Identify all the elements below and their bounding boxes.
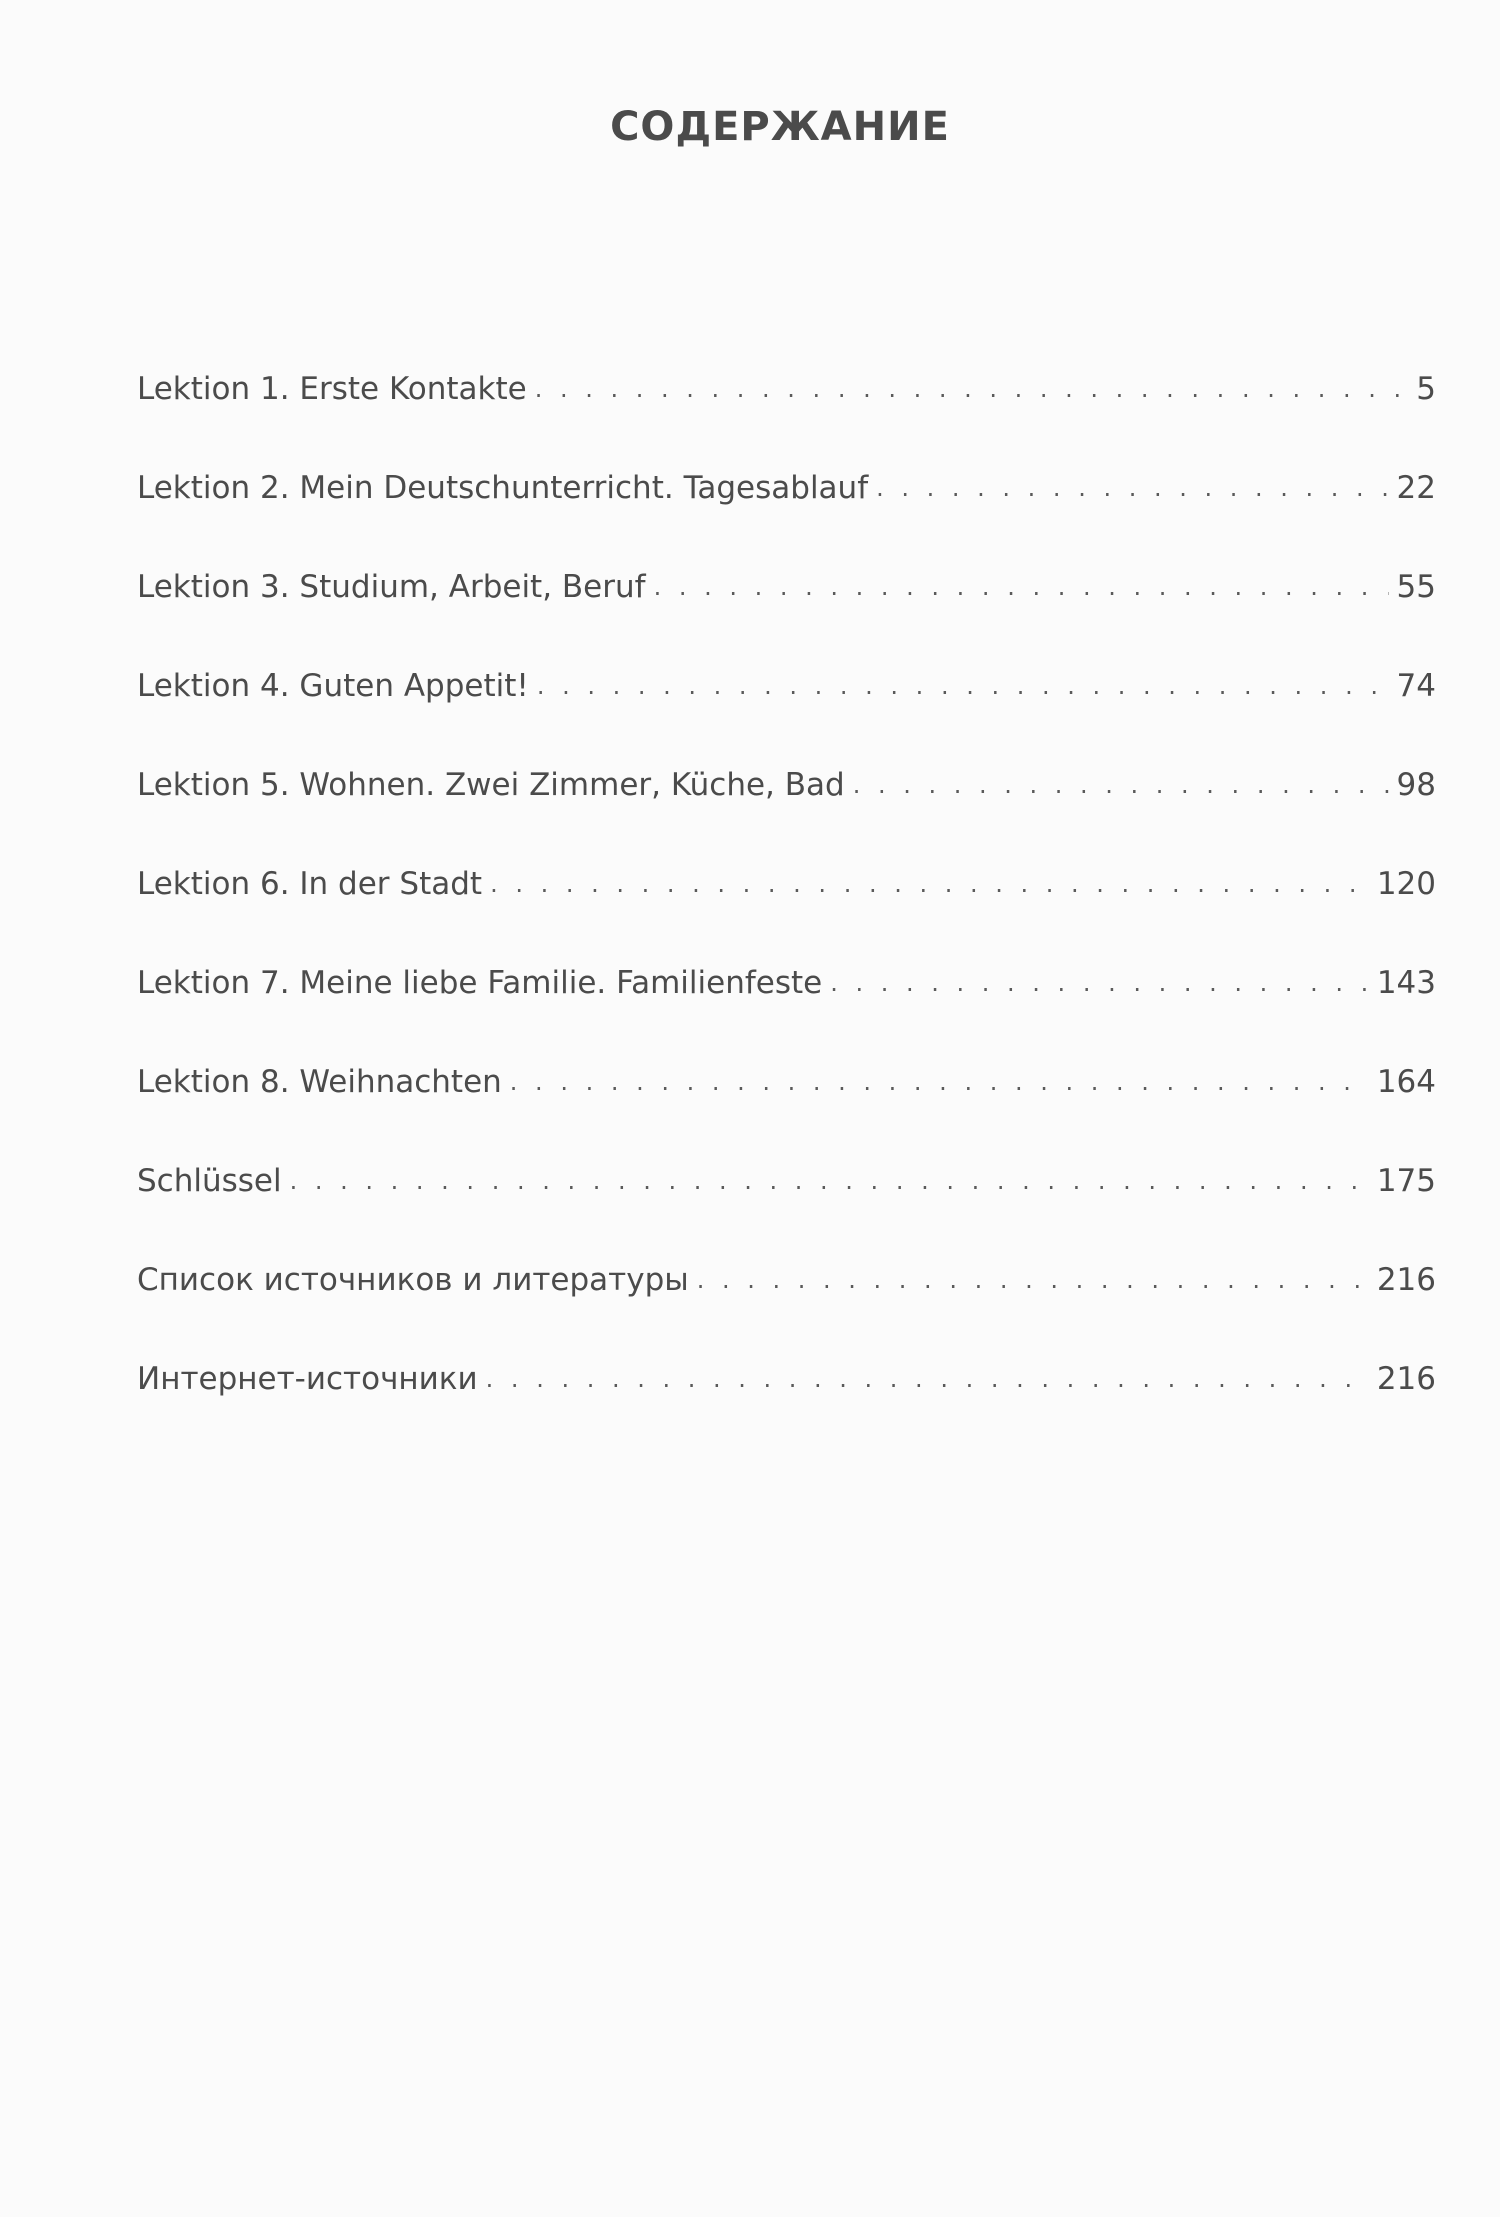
table-of-contents bbox=[137, 308, 1436, 1397]
toc-entry-page: 98 bbox=[1396, 767, 1436, 803]
toc-entry-title: Lektion 4. Guten Appetit! bbox=[137, 668, 529, 704]
toc-entry-page: 216 bbox=[1376, 1361, 1436, 1397]
toc-entry-6 bbox=[137, 803, 1436, 902]
toc-entry-page: 164 bbox=[1376, 1064, 1436, 1100]
dot-leader bbox=[830, 971, 1369, 1001]
dot-leader bbox=[486, 1367, 1369, 1397]
toc-entry-4 bbox=[137, 605, 1436, 704]
toc-entry-2 bbox=[137, 407, 1436, 506]
dot-leader bbox=[490, 872, 1369, 902]
dot-leader bbox=[654, 575, 1389, 605]
toc-entry-title: Lektion 5. Wohnen. Zwei Zimmer, Küche, Bad bbox=[137, 767, 845, 803]
toc-entry-page: 120 bbox=[1376, 866, 1436, 902]
toc-entry-page: 175 bbox=[1376, 1163, 1436, 1199]
dot-leader bbox=[537, 674, 1389, 704]
toc-entry-page: 143 bbox=[1376, 965, 1436, 1001]
toc-entry-page: 216 bbox=[1376, 1262, 1436, 1298]
toc-entry-page: 55 bbox=[1396, 569, 1436, 605]
toc-entry-8 bbox=[137, 1001, 1436, 1100]
dot-leader bbox=[290, 1169, 1369, 1199]
dot-leader bbox=[853, 773, 1389, 803]
toc-entry-title: Lektion 1. Erste Kontakte bbox=[137, 371, 527, 407]
toc-entry-1 bbox=[137, 308, 1436, 407]
toc-entry-10 bbox=[137, 1199, 1436, 1298]
toc-entry-title: Lektion 8. Weihnachten bbox=[137, 1064, 502, 1100]
toc-entry-title: Lektion 2. Mein Deutschunterricht. Tagesablauf bbox=[137, 470, 869, 506]
dot-leader bbox=[510, 1070, 1369, 1100]
toc-entry-page: 74 bbox=[1396, 668, 1436, 704]
page-title: СОДЕРЖАНИЕ bbox=[610, 104, 950, 150]
toc-entry-title: Lektion 6. In der Stadt bbox=[137, 866, 483, 902]
toc-entry-7 bbox=[137, 902, 1436, 1001]
toc-entry-title: Интернет-источники bbox=[137, 1361, 478, 1397]
dot-leader bbox=[697, 1268, 1369, 1298]
toc-entry-11 bbox=[137, 1298, 1436, 1397]
toc-entry-page: 22 bbox=[1396, 470, 1436, 506]
toc-entry-5 bbox=[137, 704, 1436, 803]
toc-entry-title: Lektion 7. Meine liebe Familie. Familienfeste bbox=[137, 965, 823, 1001]
dot-leader bbox=[535, 377, 1408, 407]
toc-entry-page: 5 bbox=[1416, 371, 1436, 407]
toc-entry-title: Список источников и литературы bbox=[137, 1262, 689, 1298]
toc-entry-3 bbox=[137, 506, 1436, 605]
toc-entry-9 bbox=[137, 1100, 1436, 1199]
toc-entry-title: Lektion 3. Studium, Arbeit, Beruf bbox=[137, 569, 646, 605]
dot-leader bbox=[876, 476, 1388, 506]
toc-entry-title: Schlüssel bbox=[137, 1163, 282, 1199]
